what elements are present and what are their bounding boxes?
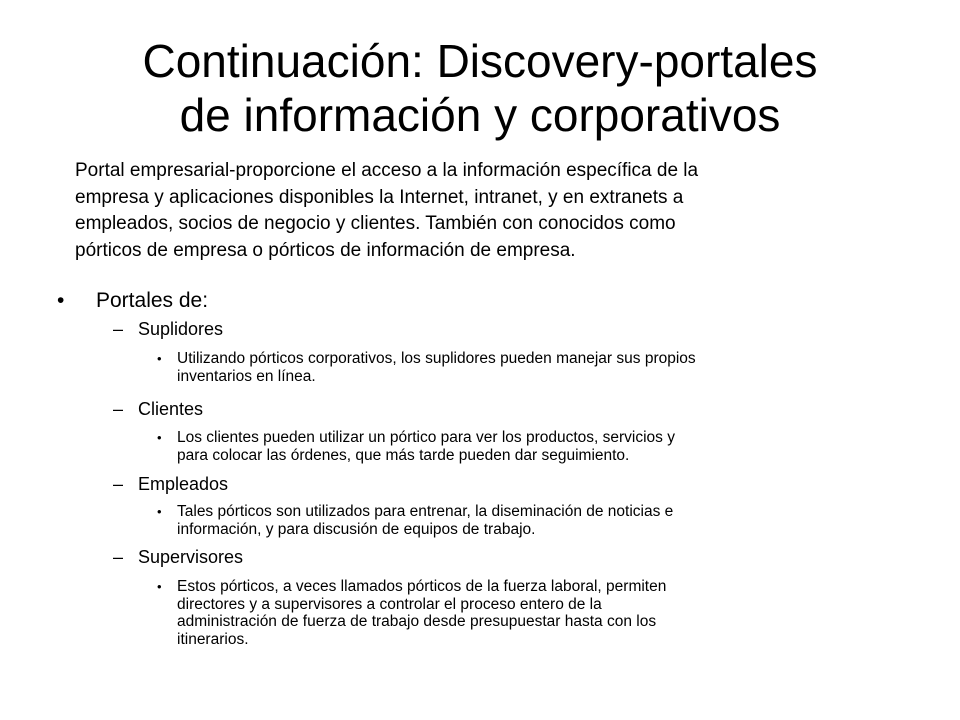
detail-line: Tales pórticos son utilizados para entrenar, la diseminación de noticias e [177, 503, 674, 520]
slide-title-line-2: de información y corporativos [179, 89, 781, 141]
list-item-label: Empleados [138, 474, 229, 494]
intro-line-4: pórticos de empresa o pórticos de información de empresa. [75, 239, 576, 261]
detail-line: inventarios en línea. [177, 367, 316, 385]
detail-line: directores y a supervisores a controlar el proceso entero de la [177, 595, 602, 613]
list-heading-text: Portales de: [96, 289, 209, 312]
dash-icon: – [113, 399, 124, 419]
dash-icon: – [113, 319, 124, 339]
slide-title-line-1: Continuación: Discovery-portales [142, 35, 818, 87]
list-item-label: Clientes [138, 399, 204, 419]
list-item-label: Supervisores [138, 547, 244, 567]
bullet-icon: • [157, 579, 162, 594]
detail-line: Utilizando pórticos corporativos, los suplidores pueden manejar sus propios [177, 350, 696, 367]
intro-line-2: empresa y aplicaciones disponibles la Internet, intranet, y en extranets a [75, 186, 684, 208]
detail-line: itinerarios. [177, 630, 249, 648]
detail-line: para colocar las órdenes, que más tarde pueden dar seguimiento. [177, 446, 630, 464]
detail-line: Los clientes pueden utilizar un pórtico para ver los productos, servicios y [177, 429, 675, 446]
intro-paragraph [75, 158, 875, 264]
dash-icon: – [113, 474, 124, 494]
intro-line-1: Portal empresarial-proporcione el acceso a la información específica de la [75, 160, 699, 181]
dash-icon: – [113, 547, 124, 567]
detail-line: Estos pórticos, a veces llamados pórticos de la fuerza laboral, permiten [177, 578, 667, 595]
detail-line: información, y para discusión de equipos de trabajo. [177, 520, 536, 538]
detail-line: administración de fuerza de trabajo desde presupuestar hasta con los [177, 613, 657, 630]
list-item-label: Suplidores [138, 319, 224, 339]
bullet-icon: • [157, 351, 162, 366]
intro-line-3: empleados, socios de negocio y clientes. También con conocidos como [75, 213, 676, 234]
slide-title [40, 34, 920, 142]
bullet-icon: • [157, 504, 162, 519]
bullet-icon: • [157, 430, 162, 445]
bullet-icon: • [57, 289, 65, 312]
